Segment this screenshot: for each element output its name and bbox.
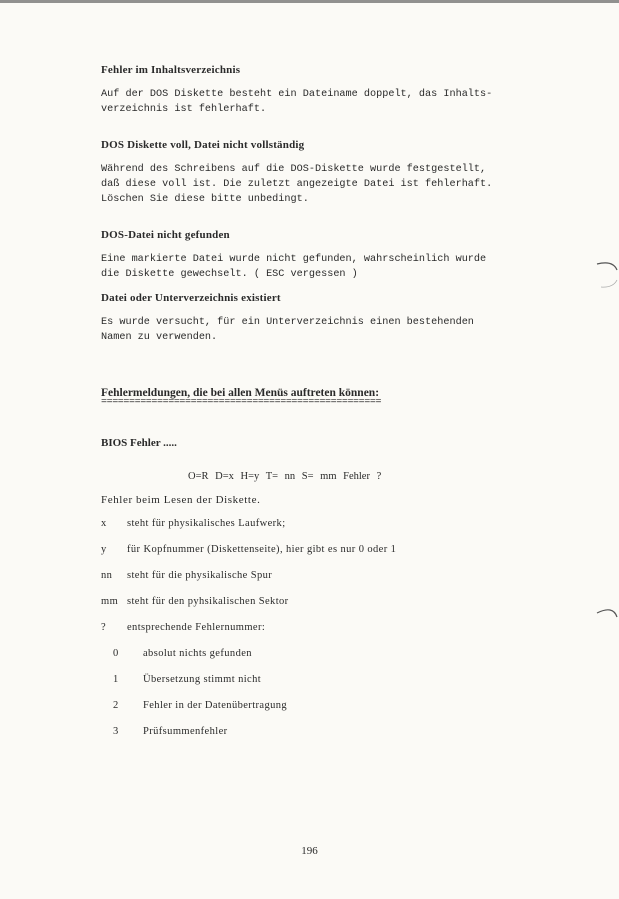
definition-text: steht für den pyhsikalischen Sektor — [127, 595, 289, 607]
major-heading: Fehlermeldungen, die bei allen Menüs auftreten können: — [101, 387, 380, 399]
section-text: Während des Schreibens auf die DOS-Diskette wurde festgestellt, daß diese voll ist. Die zuletzt angezeigte Datei ist fehlerhaft. Löschen Sie diese bitte unbedingt. — [101, 164, 493, 205]
section-text: Es wurde versucht, für ein Unterverzeichnis einen bestehenden Namen zu verwenden. — [101, 317, 474, 343]
error-code: 1 — [113, 673, 119, 685]
definition-text: steht für die physikalische Spur — [127, 569, 273, 581]
definition-row — [101, 614, 531, 640]
error-code-list — [101, 640, 531, 744]
double-underline: ================================================== — [101, 399, 382, 407]
section-text: Auf der DOS Diskette besteht ein Dateiname doppelt, das Inhalts- verzeichnis ist fehlerhaft. — [101, 89, 493, 115]
section-inhaltsverzeichnis — [101, 64, 531, 117]
error-code-row — [101, 640, 531, 666]
error-text: absolut nichts gefunden — [143, 647, 252, 659]
definition-list — [101, 510, 531, 640]
definition-row — [101, 536, 531, 562]
error-code-row — [101, 718, 531, 744]
section-heading: Datei oder Unterverzeichnis existiert — [101, 292, 281, 304]
definition-code: nn — [101, 569, 113, 581]
document-page — [101, 64, 531, 744]
definition-row — [101, 562, 531, 588]
error-text: Übersetzung stimmt nicht — [143, 673, 262, 685]
section-existiert — [101, 292, 531, 345]
definition-text: steht für physikalisches Laufwerk; — [127, 517, 286, 529]
section-datei-nicht-gefunden — [101, 229, 531, 282]
definition-code: mm — [101, 595, 119, 607]
section-heading: DOS Diskette voll, Datei nicht vollständig — [101, 139, 305, 151]
bios-description: Fehler beim Lesen der Diskette. — [101, 494, 261, 506]
error-code: 2 — [113, 699, 119, 711]
definition-code: x — [101, 517, 107, 529]
definition-row — [101, 588, 531, 614]
section-diskette-voll — [101, 139, 531, 207]
error-code: 3 — [113, 725, 119, 737]
section-text: Eine markierte Datei wurde nicht gefunden, wahrscheinlich wurde die Diskette gewechselt. ( ESC vergessen ) — [101, 254, 487, 280]
definition-text: entsprechende Fehlernummer: — [127, 621, 266, 633]
section-heading: Fehler im Inhaltsverzeichnis — [101, 64, 241, 76]
definition-code: y — [101, 543, 107, 555]
error-text: Fehler in der Datenübertragung — [143, 699, 288, 711]
error-text: Prüfsummenfehler — [143, 725, 228, 737]
definition-code: ? — [101, 621, 107, 633]
error-code-row — [101, 692, 531, 718]
definition-row — [101, 510, 531, 536]
punch-hole-mark — [593, 603, 619, 635]
section-heading: DOS-Datei nicht gefunden — [101, 229, 230, 241]
punch-hole-mark — [593, 258, 619, 290]
definition-text: für Kopfnummer (Diskettenseite), hier gibt es nur 0 oder 1 — [127, 543, 397, 555]
bios-formula: O=R D=x H=y T= nn S= mm Fehler ? — [188, 471, 382, 482]
bios-heading: BIOS Fehler ..... — [101, 437, 177, 449]
scan-top-edge — [0, 0, 619, 3]
error-code: 0 — [113, 647, 119, 659]
error-code-row — [101, 666, 531, 692]
page-number: 196 — [301, 845, 318, 857]
